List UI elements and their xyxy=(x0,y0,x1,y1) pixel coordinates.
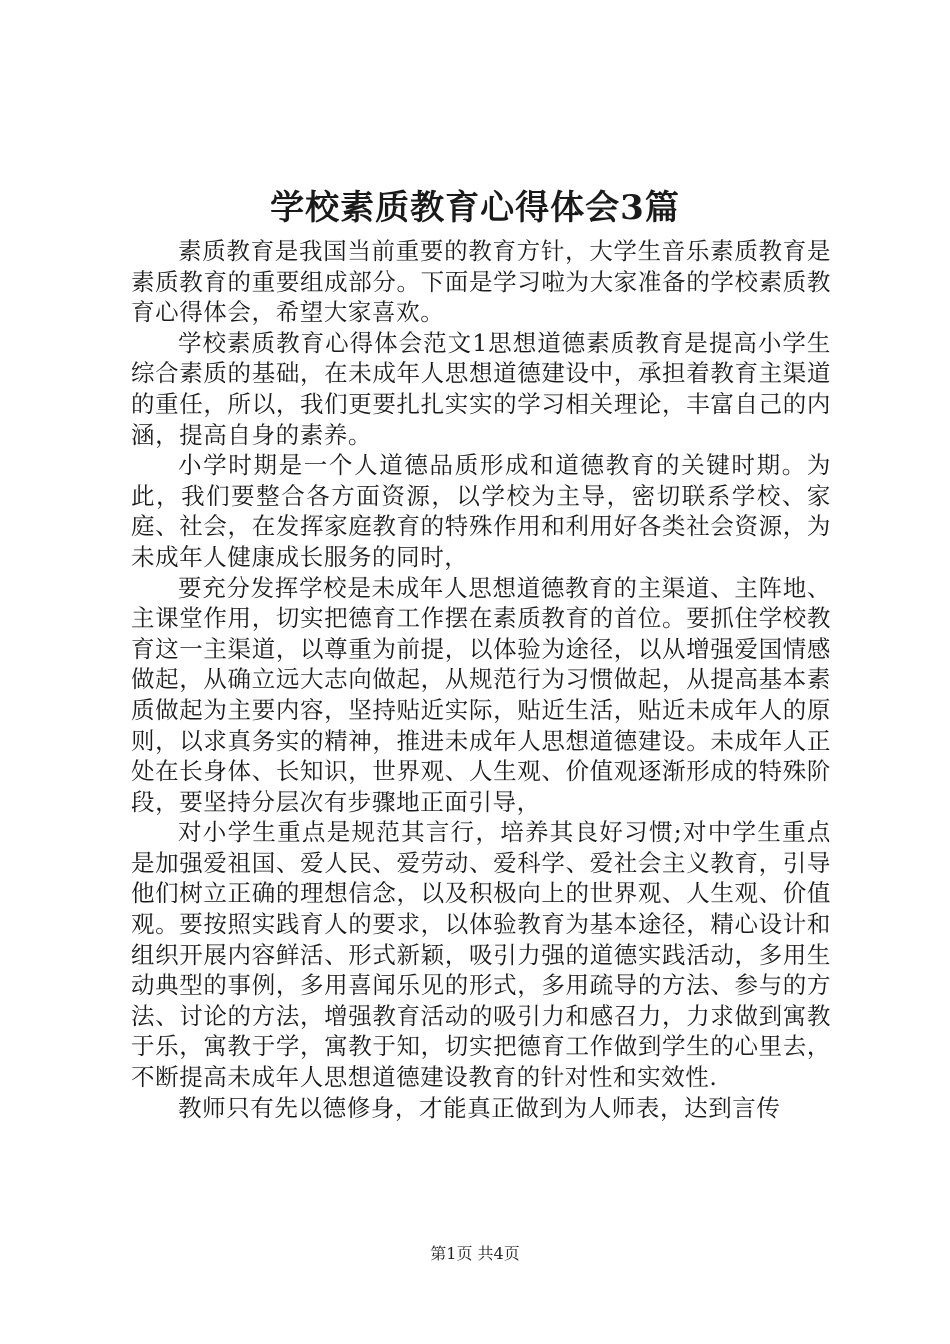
paragraph: 素质教育是我国当前重要的教育方针，大学生音乐素质教育是素质教育的重要组成部分。下面是学习啦为大家准备的学校素质教育心得体会，希望大家喜欢。 xyxy=(131,237,831,327)
document-body xyxy=(131,236,831,1123)
paragraph: 要充分发挥学校是未成年人思想道德教育的主渠道、主阵地、主课堂作用，切实把德育工作摆在素质教育的首位。要抓住学校教育这一主渠道，以尊重为前提，以体验为途径，以从增强爱国情感做起，从确立远大志向做起，从规范行为习惯做起，从提高基本素质做起为主要内容，坚持贴近实际，贴近生活，贴近未成年人的原则，以求真务实的精神，推进未成年人思想道德建设。未成年人正处在长身体、长知识，世界观、人生观、价值观逐渐形成的特殊阶段，要坚持分层次有步骤地正面引导， xyxy=(131,573,831,816)
paragraph: 小学时期是一个人道德品质形成和道德教育的关键时期。为此，我们要整合各方面资源，以学校为主导，密切联系学校、家庭、社会，在发挥家庭教育的特殊作用和利用好各类社会资源，为未成年人健康成长服务的同时， xyxy=(131,451,831,571)
page-number-footer: 第1页 共4页 xyxy=(430,1244,520,1263)
paragraph: 教师只有先以德修身，才能真正做到为人师表，达到言传 xyxy=(178,1093,781,1122)
paragraph: 学校素质教育心得体会范文1思想道德素质教育是提高小学生综合素质的基础，在未成年人思想道德建设中，承担着教育主渠道的重任，所以，我们更要扎扎实实的学习相关理论，丰富自己的内涵，提高自身的素养。 xyxy=(131,328,831,449)
paragraph: 对小学生重点是规范其言行，培养其良好习惯;对中学生重点是加强爱祖国、爱人民、爱劳动、爱科学、爱社会主义教育，引导他们树立正确的理想信念，以及积极向上的世界观、人生观、价值观。要按照实践育人的要求，以体验教育为基本途径，精心设计和组织开展内容鲜活、形式新颖，吸引力强的道德实践活动，多用生动典型的事例，多用喜闻乐见的形式，多用疏导的方法、参与的方法、讨论的方法，增强教育活动的吸引力和感召力，力求做到寓教于乐，寓教于学，寓教于知，切实把德育工作做到学生的心里去，不断提高未成年人思想道德建设教育的针对性和实效性. xyxy=(131,818,831,1092)
document-title: 学校素质教育心得体会3篇 xyxy=(270,188,680,228)
